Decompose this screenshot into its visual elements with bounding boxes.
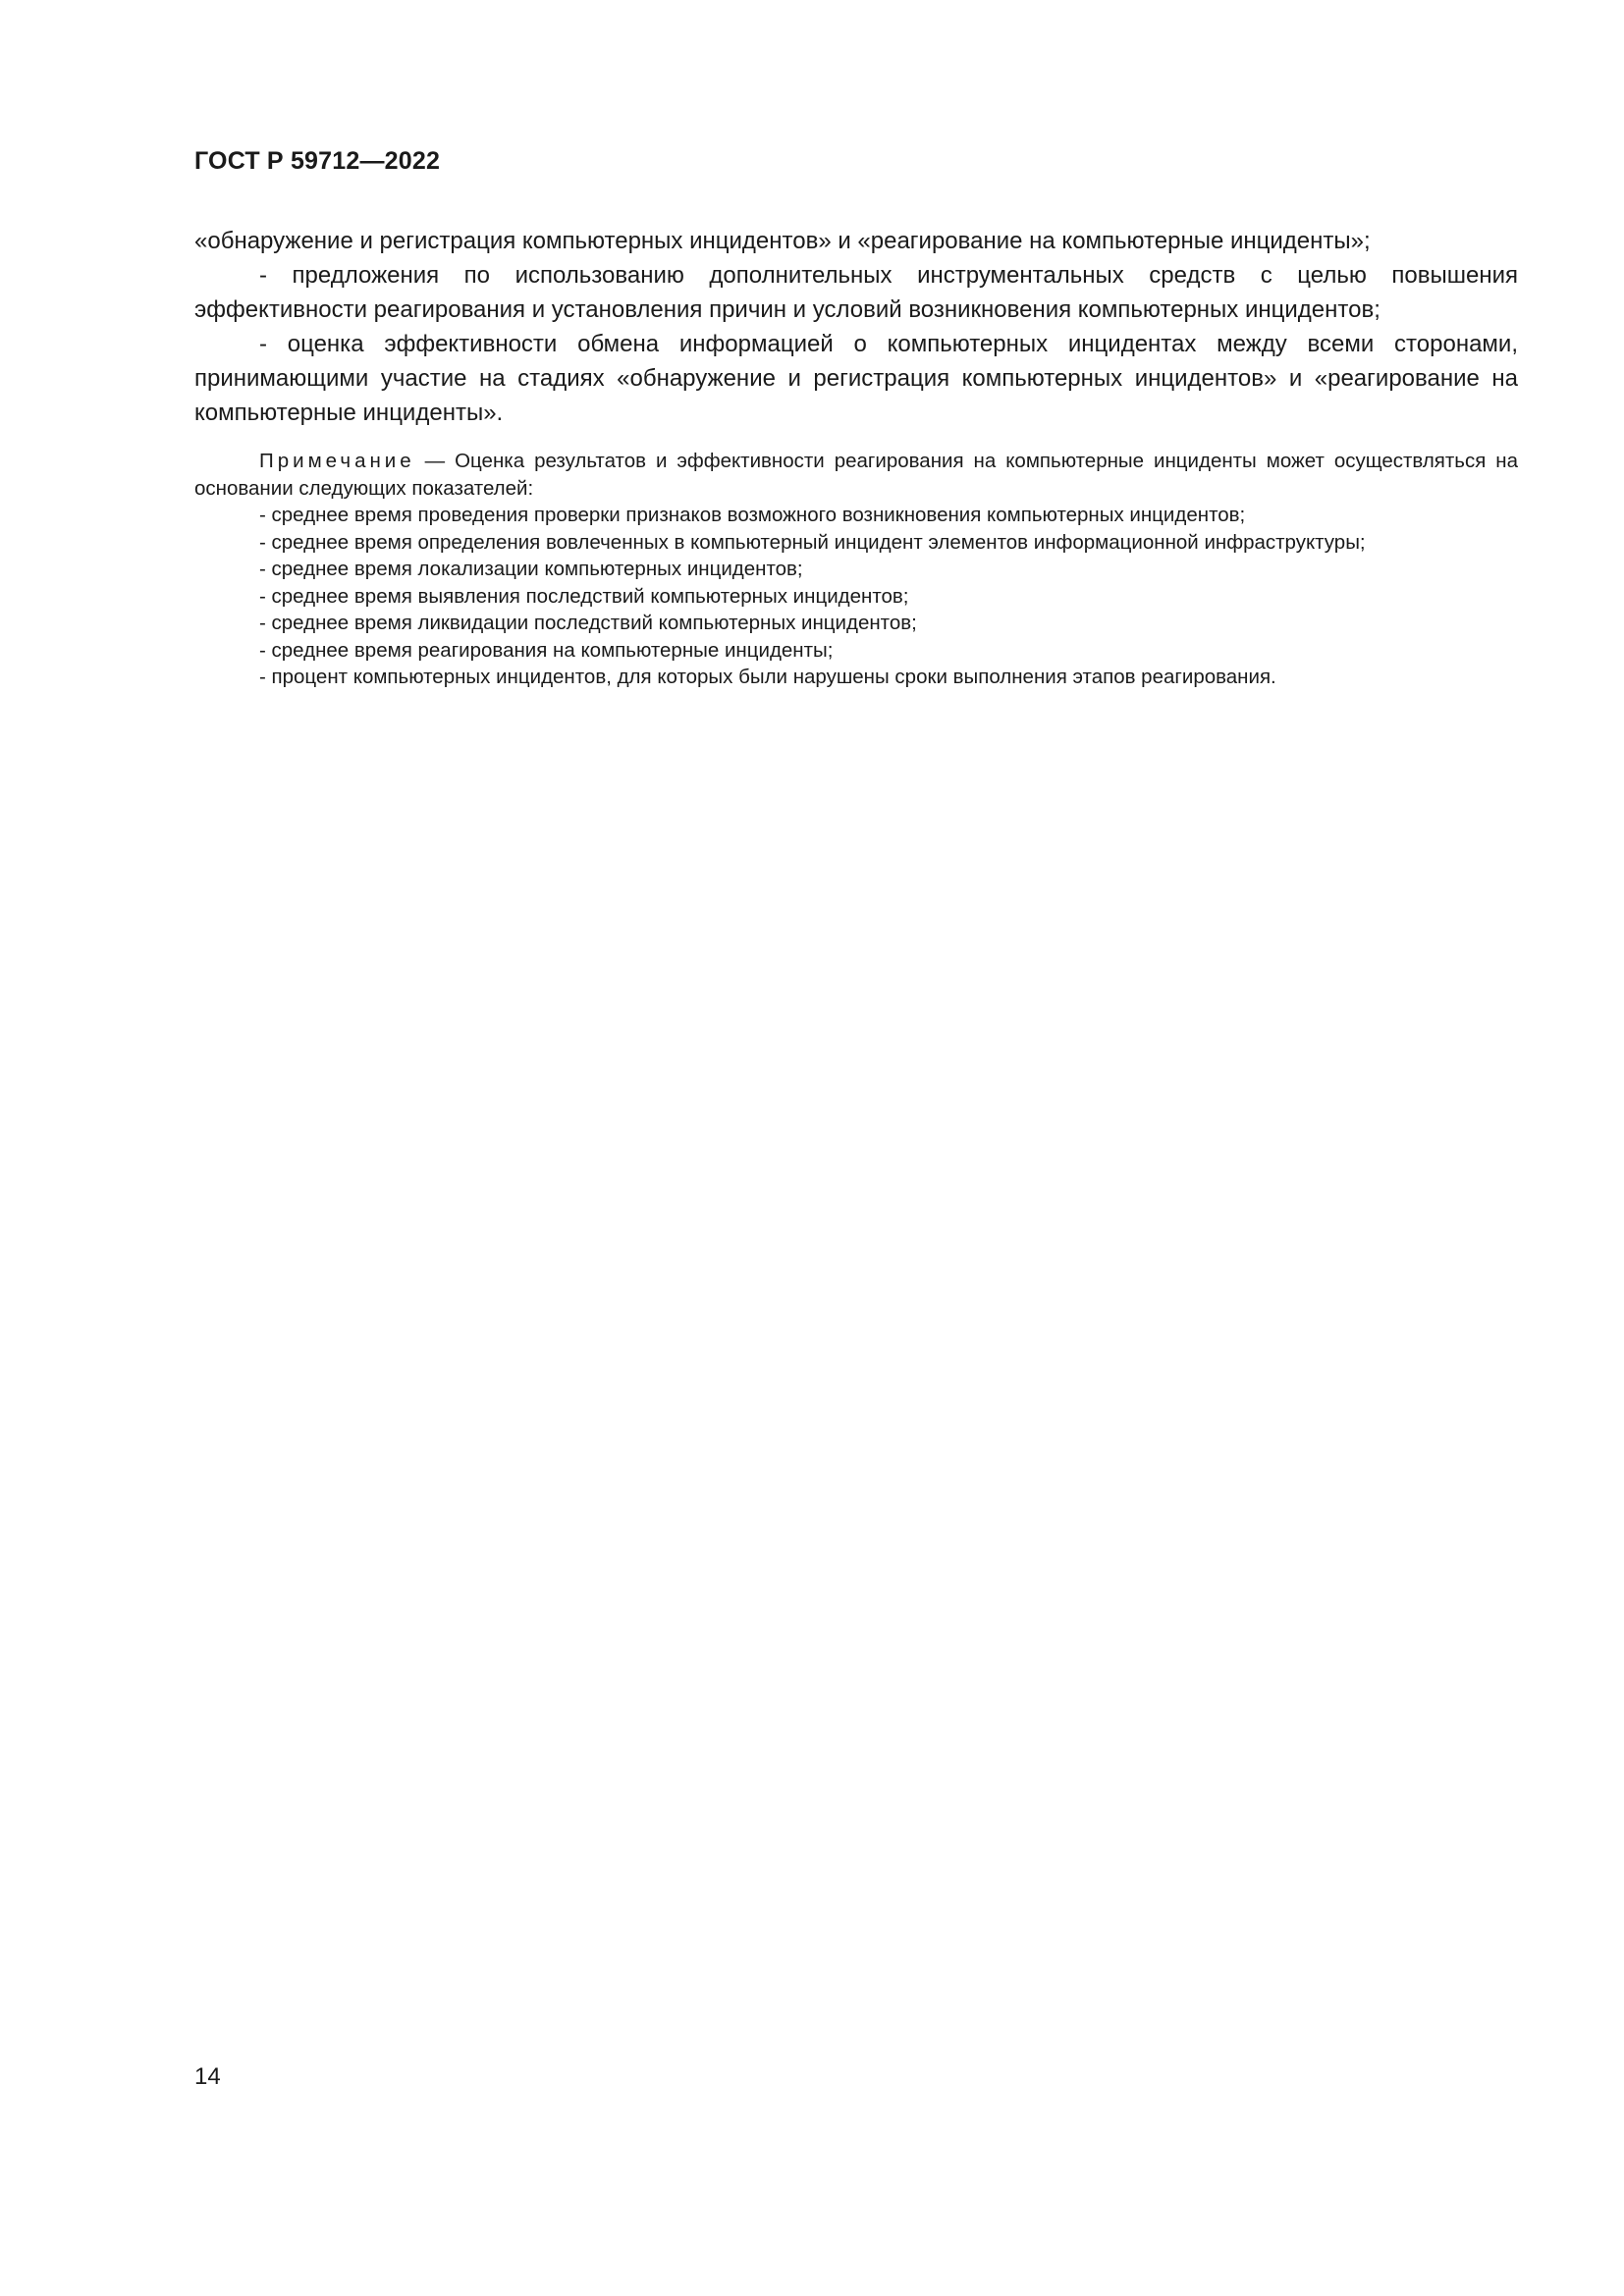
note-item: - среднее время определения вовлеченных в компьютерный инцидент элементов информационной инфраструктуры; xyxy=(259,530,1366,554)
page-number: 14 xyxy=(194,2063,221,2090)
note-item: - среднее время проведения проверки признаков возможного возникновения компьютерных инцидентов; xyxy=(259,504,1246,526)
note-item: - процент компьютерных инцидентов, для которых были нарушены сроки выполнения этапов реагирования. xyxy=(259,666,1276,688)
note-intro xyxy=(194,448,1518,502)
note-block xyxy=(194,448,1518,691)
note-item: - среднее время локализации компьютерных инцидентов; xyxy=(259,558,803,580)
note-item: - среднее время ликвидации последствий компьютерных инцидентов; xyxy=(259,612,917,634)
note-item: - среднее время выявления последствий компьютерных инцидентов; xyxy=(259,584,909,608)
paragraph-continuation: «обнаружение и регистрация компьютерных инцидентов» и «реагирование на компьютерные инциденты»; xyxy=(194,228,1371,254)
note-intro-text: — Оценка результатов и эффективности реагирования на компьютерные инциденты может осуществляться на основании следующих показателей: xyxy=(194,450,1518,500)
document-body xyxy=(194,224,1518,691)
note-item: - среднее время реагирования на компьютерные инциденты; xyxy=(259,638,834,662)
document-header: ГОСТ Р 59712—2022 xyxy=(194,147,441,175)
note-label: Примечание xyxy=(259,450,415,472)
paragraph-list-item: - предложения по использованию дополнительных инструментальных средств с целью повышения эффективности реагирования и установления причин и условий возникновения компьютерных инцидентов; xyxy=(194,262,1518,323)
paragraph-list-item: - оценка эффективности обмена информацией о компьютерных инцидентах между всеми сторонами, принимающими участие на стадиях «обнаружение и регистрация компьютерных инцидентов» и «реагирование на компьютерные инциденты». xyxy=(194,331,1518,426)
